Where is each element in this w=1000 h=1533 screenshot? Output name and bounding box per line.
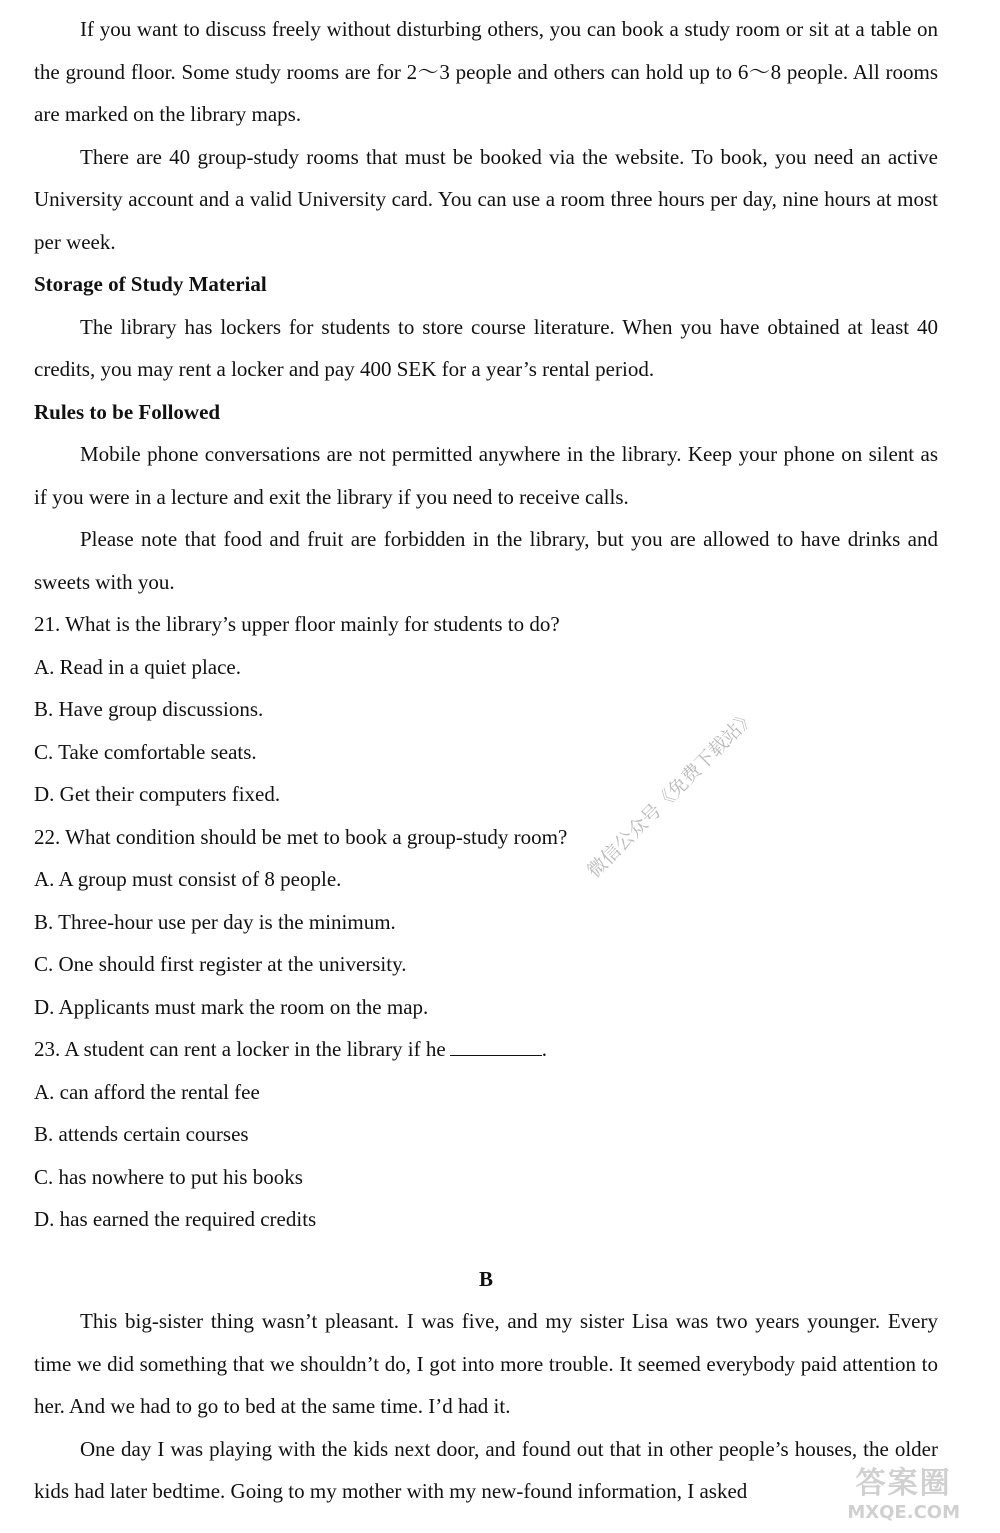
watermark-text: 微信公众号《免费下载站》 [583,705,761,883]
option-c: C. has nowhere to put his books [34,1164,303,1189]
option-b: B. Three-hour use per day is the minimum. [34,909,396,934]
question-stem: 22. What condition should be met to book a group-study room? [34,824,568,849]
option-d: D. Applicants must mark the room on the map. [34,994,429,1019]
question-stem-line [34,1028,938,1071]
option-c: C. One should first register at the university. [34,952,407,976]
option-b: B. attends certain courses [34,1122,249,1146]
question-22 [34,816,938,1029]
answer-blank [450,1035,542,1056]
option-c: C. Take comfortable seats. [34,739,257,764]
passage-b-paragraph-2: One day I was playing with the kids next door, and found out that in other people’s houses, the older kids had later bedtime. Going to my mother with my new-found information, I asked [34,1436,938,1503]
document-page [34,8,938,1513]
question-21 [34,603,938,816]
option-a: A. A group must consist of 8 people. [34,867,342,891]
question-stem: 23. A student can rent a locker in the library if he [34,1037,446,1061]
question-23 [34,1028,938,1241]
heading-storage: Storage of Study Material [34,272,267,296]
question-stem-end: . [541,1037,547,1061]
passage-b-paragraph-1: This big-sister thing wasn’t pleasant. I was five, and my sister Lisa was two years younger. Every time we did something that we shouldn’t do, I got into more trouble. It seemed everybody paid attention to her. And we had to go to bed at the same time. I’d had it. [34,1309,938,1418]
question-stem: 21. What is the library’s upper floor mainly for students to do? [34,612,560,636]
option-a: A. Read in a quiet place. [34,654,242,679]
rules-paragraph-2: Please note that food and fruit are forbidden in the library, but you are allowed to have drinks and sweets with you. [34,527,938,594]
passage-a-paragraph-1: If you want to discuss freely without disturbing others, you can book a study room or sit at a table on the ground floor. Some study rooms are for 2～3 people and others can hold up to 6～8 people. All rooms are marked on the library maps. [34,17,938,126]
logo-text-line-2: MXQE.COM [847,1502,960,1523]
logo-text-line-1: 答案圈 [855,1466,952,1501]
passage-a-paragraph-2: There are 40 group-study rooms that must be booked via the website. To book, you need an active University account and a valid University card. You can use a room three hours per day, nine hours at most per week. [34,144,938,254]
option-d: D. has earned the required credits [34,1207,317,1231]
option-b: B. Have group discussions. [34,697,264,721]
section-label-b: B [478,1266,493,1291]
rules-paragraph-1: Mobile phone conversations are not permitted anywhere in the library. Keep your phone on silent as if you were in a lecture and exit the library if you need to receive calls. [34,442,938,509]
heading-rules: Rules to be Followed [34,399,221,424]
option-a: A. can afford the rental fee [34,1079,260,1104]
site-logo [847,1458,960,1523]
storage-paragraph: The library has lockers for students to store course literature. When you have obtained at least 40 credits, you may rent a locker and pay 400 SEK for a year’s rental period. [34,314,938,381]
option-d: D. Get their computers fixed. [34,782,281,806]
